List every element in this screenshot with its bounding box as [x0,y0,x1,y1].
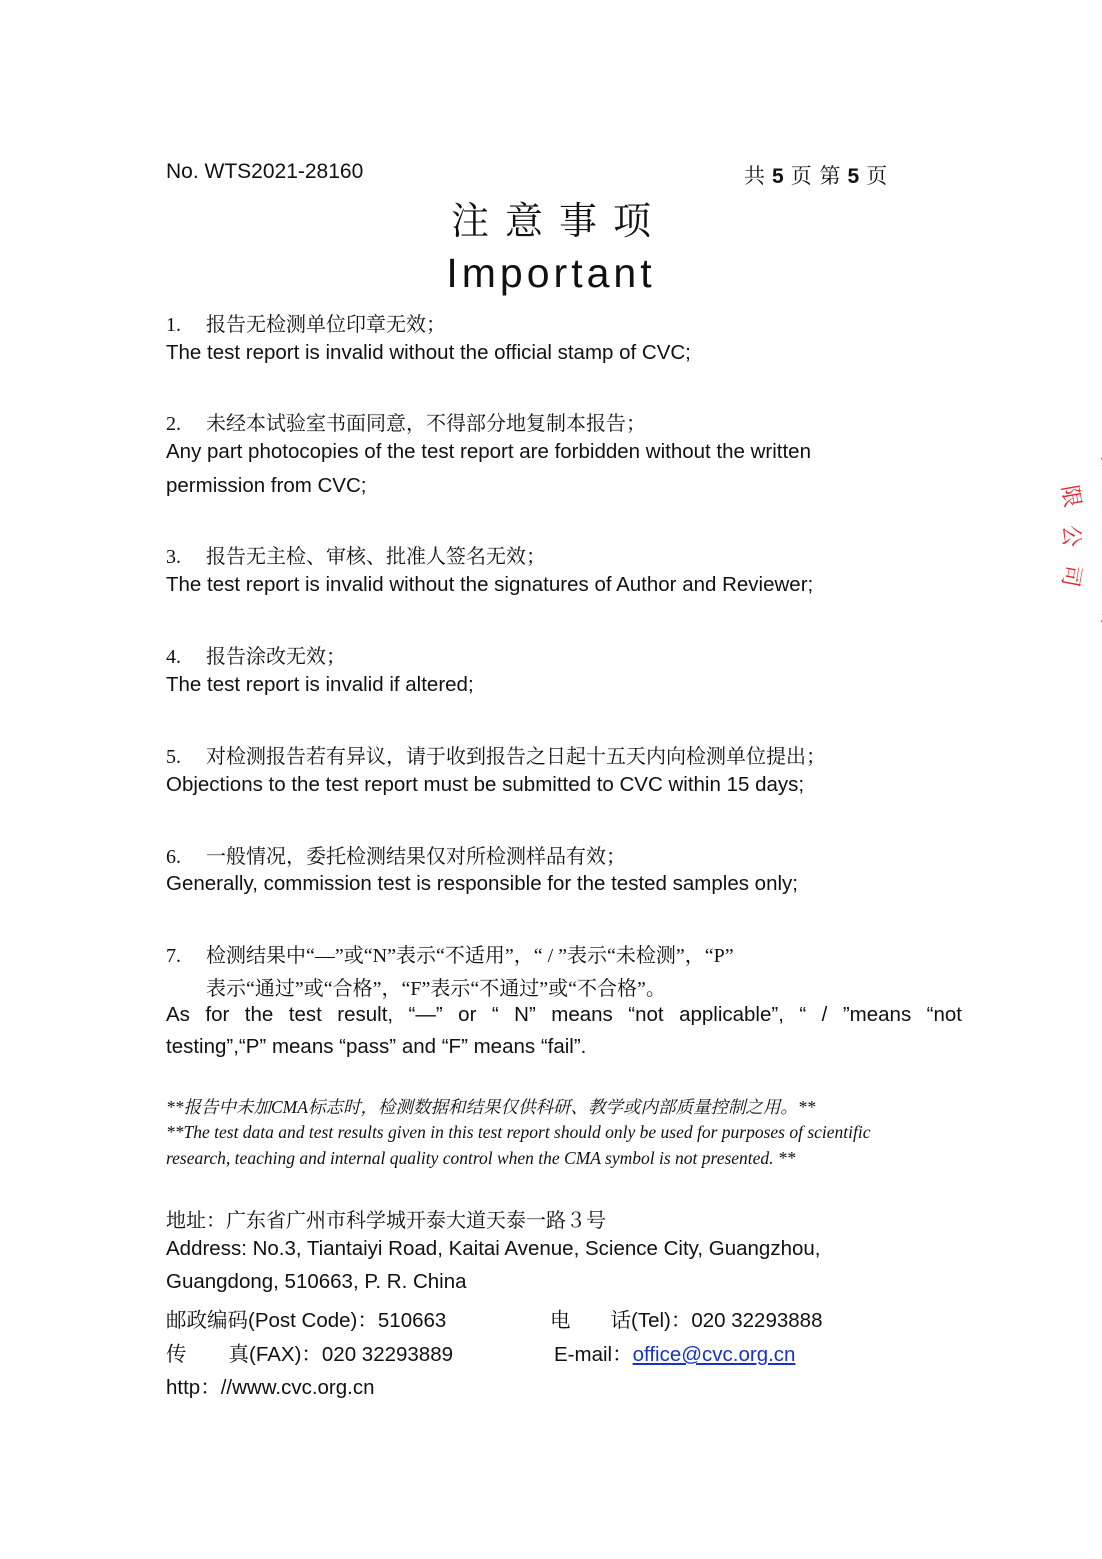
fax-label-part1: 传 [166,1344,187,1366]
page-total: 5 [772,165,785,188]
item-number: 7. [166,945,181,967]
item-1-cn [166,308,446,337]
note-en-line1: **The test data and test results given in this test report should only be used for purposes of scientific [166,1122,871,1142]
item-2-en-line2: permission from CVC; [166,474,367,497]
page-total-prefix: 共 [744,164,766,188]
postcode-label: 邮政编码(Post Code)： [166,1309,378,1332]
website-row [166,1370,375,1400]
note-en-line2: research, teaching and internal quality control when the CMA symbol is not presented. ** [166,1148,796,1168]
tel-label-part1: 电 [550,1310,571,1332]
item-number: 3. [166,546,181,568]
tel-row [550,1303,822,1333]
postcode-value: 510663 [377,1309,447,1332]
item-number: 1. [166,314,181,336]
item-6-cn [166,840,626,869]
item-7-en-line2: testing”,“P” means “pass” and “F” means “fail”. [166,1035,587,1058]
item-cn-text: 报告无检测单位印章无效； [206,314,446,336]
item-7-cn-line1 [166,939,734,968]
tel-value: 020 32293888 [691,1309,823,1332]
stamp-char-1: 限 [1056,483,1085,510]
fax-label-part2: 真(FAX)： [228,1343,322,1366]
page-current-prefix: 第 [819,164,842,188]
item-cn-text: 报告涂改无效； [206,646,346,668]
item-4-en: The test report is invalid if altered; [166,673,474,696]
item-number: 5. [166,746,181,768]
note-cn: **报告中未加CMA标志时，检测数据和结果仅供科研、教学或内部质量控制之用。** [166,1097,816,1117]
item-number: 6. [166,846,181,868]
item-number: 4. [166,646,181,668]
website-label: http： [166,1376,221,1399]
fax-row [166,1337,453,1367]
title-english: Important [446,250,656,296]
item-cn-text: 报告无主检、审核、批准人签名无效； [206,546,546,568]
page-indicator [744,160,888,190]
email-link[interactable]: office@cvc.org.cn [632,1343,796,1366]
item-1-en: The test report is invalid without the official stamp of CVC; [166,341,691,364]
item-cn-text: 检测结果中“—”或“N”表示“不适用”，“ / ”表示“未检测”，“P” [206,945,734,967]
item-3-en: The test report is invalid without the signatures of Author and Reviewer; [166,573,814,596]
item-6-en: Generally, commission test is responsible for the tested samples only; [166,872,798,895]
official-stamp [1022,445,1102,635]
item-7-cn-line2: 表示“通过”或“合格”，“F”表示“不通过”或“不合格”。 [206,978,666,1000]
item-4-cn [166,640,346,669]
page-current: 5 [847,165,861,188]
email-row [554,1337,795,1367]
page-current-unit: 页 [866,164,889,188]
item-5-en: Objections to the test report must be submitted to CVC within 15 days; [166,773,805,796]
item-7-en-line1: As for the test result, “—” or “ N” means “not applicable”, “ / ”means “not [166,1003,962,1026]
report-number: No. WTS2021-28160 [166,160,364,183]
title-chinese: 注意事项 [450,201,667,243]
item-cn-text: 未经本试验室书面同意，不得部分地复制本报告； [206,413,646,435]
fax-value: 020 32293889 [321,1343,454,1366]
website-value[interactable]: //www.cvc.org.cn [220,1376,375,1399]
item-number: 2. [166,413,181,435]
address-cn: 地址：广东省广州市科学城开泰大道天泰一路３号 [166,1210,606,1232]
item-cn-text: 对检测报告若有异议，请于收到报告之日起十五天内向检测单位提出； [206,746,826,768]
stamp-char-2: 公 [1058,525,1083,548]
item-2-en-line1: Any part photocopies of the test report are forbidden without the written [166,440,811,463]
tel-label-part2: 话(Tel)： [610,1309,692,1332]
email-label: E-mail： [554,1343,633,1366]
item-cn-text: 一般情况，委托检测结果仅对所检测样品有效； [206,846,626,868]
item-2-cn [166,407,646,436]
item-3-cn [166,540,546,569]
page-total-unit: 页 [790,164,813,188]
address-en-line1: Address: No.3, Tiantaiyi Road, Kaitai Avenue, Science City, Guangzhou, [166,1237,821,1260]
stamp-char-3: 司 [1056,562,1085,589]
postcode-row [166,1303,446,1333]
item-5-cn [166,740,826,769]
address-en-line2: Guangdong, 510663, P. R. China [166,1270,467,1293]
